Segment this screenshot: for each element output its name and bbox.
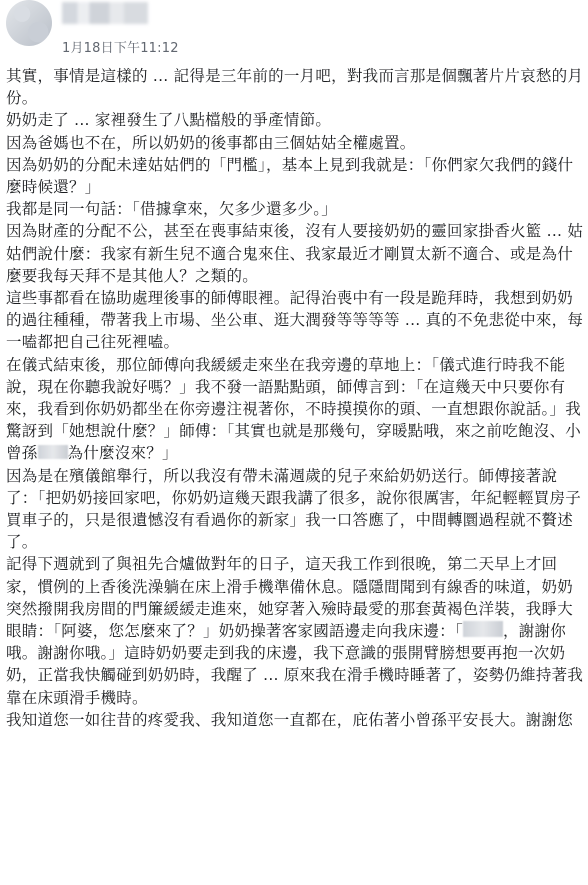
paragraph-text: 記得下週就到了與祖先合爐做對年的日子，這天我工作到很晚，第二天早上才回家，慣例的上香後洗澡躺在床上滑手機準備休息。隱隱間聞到有線香的味道，奶奶突然撥開我房間的門簾緩緩走進來，她穿著入殮時最愛的那套黃褐色洋裝，我睜大眼睛：「阿婆，您怎麼來了？」奶奶操著客家國語邊走向我床邊：「 (6, 555, 574, 641)
post-paragraph (6, 465, 584, 554)
post-paragraph (6, 709, 584, 731)
paragraph-text: 為什麼沒來？」 (67, 444, 178, 463)
post-paragraph (6, 109, 584, 131)
post-timestamp[interactable]: 1月18日下午11:12 (62, 41, 179, 56)
post-paragraph (6, 553, 584, 708)
redacted-name-mask (463, 621, 503, 637)
post-paragraph (6, 198, 584, 220)
post-paragraph (6, 132, 584, 154)
paragraph-text: ，謝謝你哦。謝謝你哦。」這時奶奶要走到我的床邊，我下意識的張開臂膀想要再抱一次奶奶，正當我快觸碰到奶奶時，我醒了 ... 原來我在滑手機時睡著了，姿勢仍維持著我靠在床頭滑手機時。 (6, 622, 584, 707)
post-paragraph (6, 287, 584, 354)
post-paragraph (6, 354, 584, 465)
paragraph-text: 這些事都看在協助處理後事的師傅眼裡。記得治喪中有一段是跪拜時，我想到奶奶的過往種種，帶著我上市場、坐公車、逛大潤發等等等等 ... 真的不免悲從中來，每一嗑都把自己往死裡嗑。 (6, 289, 584, 352)
paragraph-text: 因為奶奶的分配未達姑姑們的「門檻」，基本上見到我就是：「你們家欠我們的錢什麼時候還？」 (6, 155, 574, 197)
paragraph-text: 我都是同一句話：「借據拿來，欠多少還多少。」 (6, 200, 338, 219)
post-header (0, 0, 588, 64)
post-body (6, 65, 584, 731)
paragraph-text: 奶奶走了 ... 家裡發生了八點檔般的爭產情節。 (6, 111, 332, 130)
paragraph-text: 其實，事情是這樣的 ... 記得是三年前的一月吧，對我而言那是個飄著片片哀愁的月份。 (6, 67, 584, 108)
paragraph-text: 我知道您一如往昔的疼愛我、我知道您一直都在，庇佑著小曾孫平安長大。謝謝您 (6, 710, 574, 729)
paragraph-text: 因為是在殯儀館舉行，所以我沒有帶未滿週歲的兒子來給奶奶送行。師傅接著說了：「把奶奶接回家吧，你奶奶這幾天跟我講了很多，說你很厲害，年紀輕輕買房子買車子的，只是很遺憾沒有看過你的新家」我一口答應了，中間轉圜過程就不贅述了。 (6, 466, 582, 552)
post-paragraph (6, 154, 584, 198)
paragraph-text: 因為爸媽也不在，所以奶奶的後事都由三個姑姑全權處置。 (6, 133, 416, 152)
paragraph-text: 因為財產的分配不公，甚至在喪事結束後，沒有人要接奶奶的靈回家掛香火籃 ... 姑姑們說什麼：我家有新生兒不適合鬼來住、我家最近才剛買太新不適合、或是為什麼要我每天拜不是其他人？之類的。 (6, 222, 584, 285)
post-paragraph (6, 220, 584, 287)
redacted-name-mask (38, 445, 68, 459)
avatar[interactable] (6, 0, 52, 46)
author-name-redacted[interactable] (62, 2, 148, 24)
paragraph-text: 在儀式結束後，那位師傅向我緩緩走來坐在我旁邊的草地上：「儀式進行時我不能說，現在你聽我說好嗎？」我不發一語點點頭，師傅言到：「在這幾天中只要你有來，我看到你奶奶都坐在你旁邊注視著你，不時摸摸你的頭、一直想跟你說話。」我驚訝到「她想說什麼？」師傅：「其實也就是那幾句，穿暖點哦，來之前吃飽沒、小曾孫 (6, 355, 582, 463)
post-paragraph (6, 65, 584, 109)
